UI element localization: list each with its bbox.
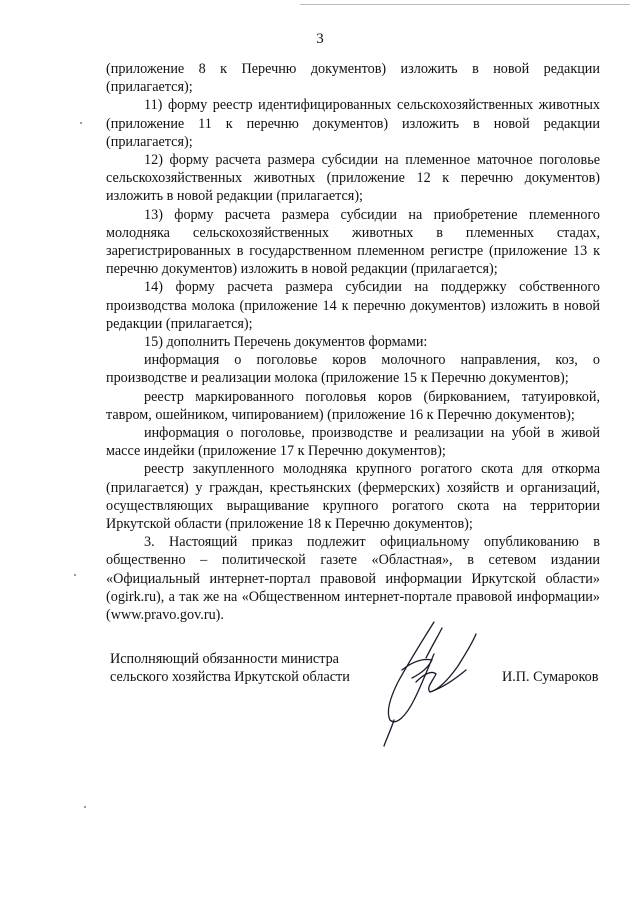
paragraph: (приложение 8 к Перечню документов) изложить в новой редакции (прилагается); xyxy=(106,61,600,96)
signatory-position-line: сельского хозяйства Иркутской области xyxy=(110,669,350,686)
paragraph: реестр маркированного поголовья коров (биркованием, татуировкой, тавром, ошейником, чипированием) (приложение 16 к Перечню документов); xyxy=(106,388,600,423)
paragraph: 13) форму расчета размера субсидии на приобретение племенного молодняка сельскохозяйственных животных в племенных стадах, зарегистрированных в государственном племенном регистре (приложение 13 к перечню документов) изложить в новой редакции (прилагается); xyxy=(106,206,600,278)
signatory-position-line: Исполняющий обязанности министра xyxy=(110,651,339,667)
paragraph: 14) форму расчета размера субсидии на поддержку собственного производства молока (приложение 14 к перечню документов) изложить в новой редакции (прилагается); xyxy=(106,279,600,332)
handwritten-signature xyxy=(372,608,482,748)
document-body xyxy=(106,60,600,624)
paragraph: реестр закупленного молодняка крупного рогатого скота для откорма (прилагается) у граждан, крестьянских (фермерских) хозяйств и организаций, осуществляющих выращивание крупного рогатого скота на территории Иркутской области (приложение 18 к Перечню документов); xyxy=(106,461,600,533)
paragraph: 15) дополнить Перечень документов формами: xyxy=(144,334,428,351)
signatory-position xyxy=(110,650,370,686)
scan-dot xyxy=(84,806,86,808)
paragraph: 12) форму расчета размера субсидии на племенное маточное поголовье сельскохозяйственных животных (приложение 12 к перечню документов) изложить в новой редакции (прилагается); xyxy=(106,152,600,205)
paragraph: информация о поголовье, производстве и реализации на убой в живой массе индейки (приложение 17 к Перечню документов); xyxy=(106,425,600,460)
page-number: 3 xyxy=(316,31,324,47)
scan-dot xyxy=(80,122,82,124)
scan-dot xyxy=(74,574,76,576)
paragraph: информация о поголовье коров молочного направления, коз, о производстве и реализации молока (приложение 15 к Перечню документов); xyxy=(106,352,600,387)
scan-edge-line xyxy=(300,4,630,5)
paragraph: 11) форму реестр идентифицированных сельскохозяйственных животных (приложение 11 к перечню документов) изложить в новой редакции (прилагается); xyxy=(106,97,600,150)
paragraph: 3. Настоящий приказ подлежит официальному опубликованию в общественно – политической газете «Областная», в сетевом издании «Официальный интернет-портал правовой информации Иркутской области» (ogirk.ru), а так же на «Общественном интернет-портале правовой информации» (www.pravo.gov.ru). xyxy=(106,534,600,624)
signatory-name: И.П. Сумароков xyxy=(502,669,599,685)
